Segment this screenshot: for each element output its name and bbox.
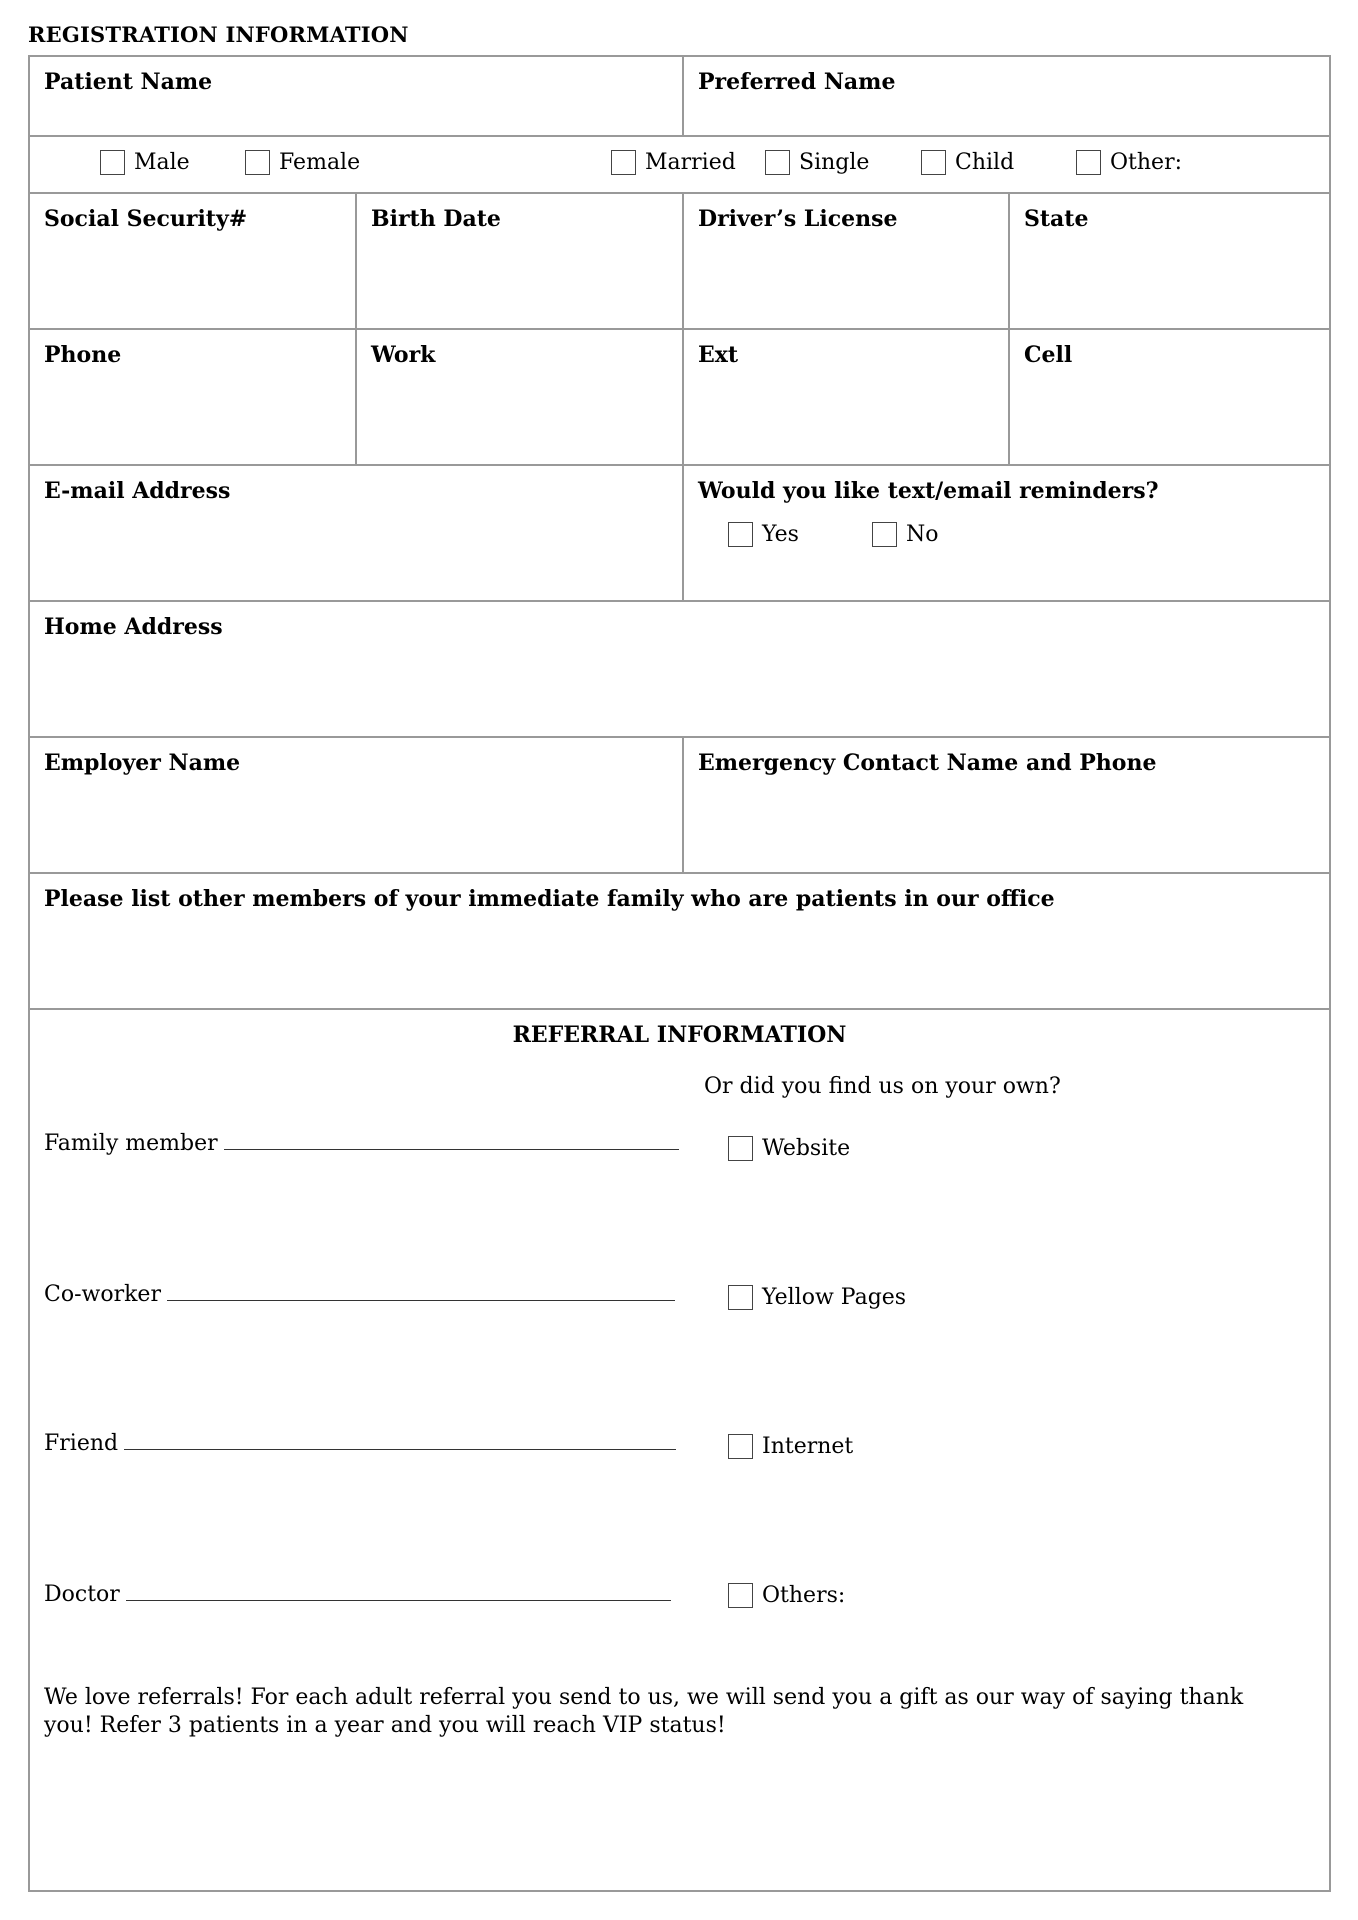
doctor-referral[interactable] (44, 1582, 671, 1607)
doctor-label: Doctor (44, 1582, 120, 1607)
cell-field[interactable] (1010, 330, 1331, 464)
family-member-referral[interactable] (44, 1131, 679, 1156)
female-label: Female (279, 150, 361, 175)
family-member-line[interactable] (224, 1131, 679, 1150)
female-checkbox[interactable] (245, 150, 270, 175)
reminder-no-option[interactable] (872, 522, 939, 547)
child-label: Child (955, 150, 1015, 175)
website-label: Website (762, 1136, 851, 1161)
male-label: Male (134, 150, 190, 175)
own-question: Or did you find us on your own? (704, 1074, 1061, 1099)
friend-referral[interactable] (44, 1431, 676, 1456)
family-members-field[interactable] (30, 874, 1331, 1008)
website-option[interactable] (728, 1136, 850, 1161)
page-title: REGISTRATION INFORMATION (28, 22, 409, 47)
others-option[interactable] (728, 1583, 845, 1608)
email-field[interactable] (30, 466, 682, 600)
family-member-label: Family member (44, 1131, 218, 1156)
home-address-label: Home Address (44, 614, 223, 640)
ssn-label: Social Security# (44, 206, 248, 232)
reminder-no-label: No (906, 522, 939, 547)
cell-label: Cell (1024, 342, 1073, 368)
work-field[interactable] (357, 330, 682, 464)
male-checkbox[interactable] (100, 150, 125, 175)
state-field[interactable] (1010, 194, 1331, 328)
ssn-field[interactable] (30, 194, 355, 328)
drivers-license-label: Driver’s License (698, 206, 898, 232)
other-status-checkbox[interactable] (1076, 150, 1101, 175)
drivers-license-field[interactable] (684, 194, 1008, 328)
employer-name-label: Employer Name (44, 750, 241, 776)
birth-date-field[interactable] (357, 194, 682, 328)
home-address-field[interactable] (30, 602, 1331, 736)
coworker-line[interactable] (167, 1282, 675, 1301)
reminders-question: Would you like text/email reminders? (698, 478, 1159, 504)
single-option[interactable] (765, 150, 869, 175)
coworker-label: Co-worker (44, 1282, 161, 1307)
patient-name-field[interactable] (30, 57, 682, 135)
married-option[interactable] (611, 150, 736, 175)
child-option[interactable] (921, 150, 1014, 175)
others-label: Others: (762, 1583, 846, 1608)
patient-name-label: Patient Name (44, 69, 213, 95)
doctor-line[interactable] (126, 1582, 671, 1601)
yellow-pages-label: Yellow Pages (762, 1285, 907, 1310)
reminder-yes-option[interactable] (728, 522, 799, 547)
coworker-referral[interactable] (44, 1282, 675, 1307)
family-members-label: Please list other members of your immediate family who are patients in our office (44, 886, 1055, 912)
friend-label: Friend (44, 1431, 119, 1456)
female-option[interactable] (245, 150, 360, 175)
other-status-label: Other: (1110, 150, 1182, 175)
email-label: E-mail Address (44, 478, 231, 504)
other-status-option[interactable] (1076, 150, 1182, 175)
state-label: State (1024, 206, 1089, 232)
others-checkbox[interactable] (728, 1583, 753, 1608)
reminder-no-checkbox[interactable] (872, 522, 897, 547)
friend-line[interactable] (124, 1431, 676, 1450)
work-label: Work (371, 342, 436, 368)
referral-title: REFERRAL INFORMATION (512, 1022, 847, 1048)
internet-checkbox[interactable] (728, 1434, 753, 1459)
ext-field[interactable] (684, 330, 1008, 464)
ext-label: Ext (698, 342, 739, 368)
preferred-name-label: Preferred Name (698, 69, 896, 95)
single-label: Single (799, 150, 870, 175)
referral-note: We love referrals! For each adult referral you send to us, we will send you a gift as our way of saying thank you! Refer 3 patients in a year and you will reach VIP status! (44, 1685, 1244, 1738)
yellow-pages-option[interactable] (728, 1285, 906, 1310)
yellow-pages-checkbox[interactable] (728, 1285, 753, 1310)
emergency-contact-field[interactable] (684, 738, 1331, 872)
website-checkbox[interactable] (728, 1136, 753, 1161)
reminder-yes-checkbox[interactable] (728, 522, 753, 547)
registration-form (28, 55, 1331, 1892)
emergency-contact-label: Emergency Contact Name and Phone (698, 750, 1157, 776)
married-checkbox[interactable] (611, 150, 636, 175)
reminders-section (684, 466, 1331, 600)
married-label: Married (645, 150, 736, 175)
employer-name-field[interactable] (30, 738, 682, 872)
phone-label: Phone (44, 342, 122, 368)
birth-date-label: Birth Date (371, 206, 501, 232)
internet-label: Internet (762, 1434, 854, 1459)
male-option[interactable] (100, 150, 190, 175)
preferred-name-field[interactable] (684, 57, 1331, 135)
child-checkbox[interactable] (921, 150, 946, 175)
single-checkbox[interactable] (765, 150, 790, 175)
phone-field[interactable] (30, 330, 355, 464)
internet-option[interactable] (728, 1434, 853, 1459)
reminder-yes-label: Yes (762, 522, 799, 547)
